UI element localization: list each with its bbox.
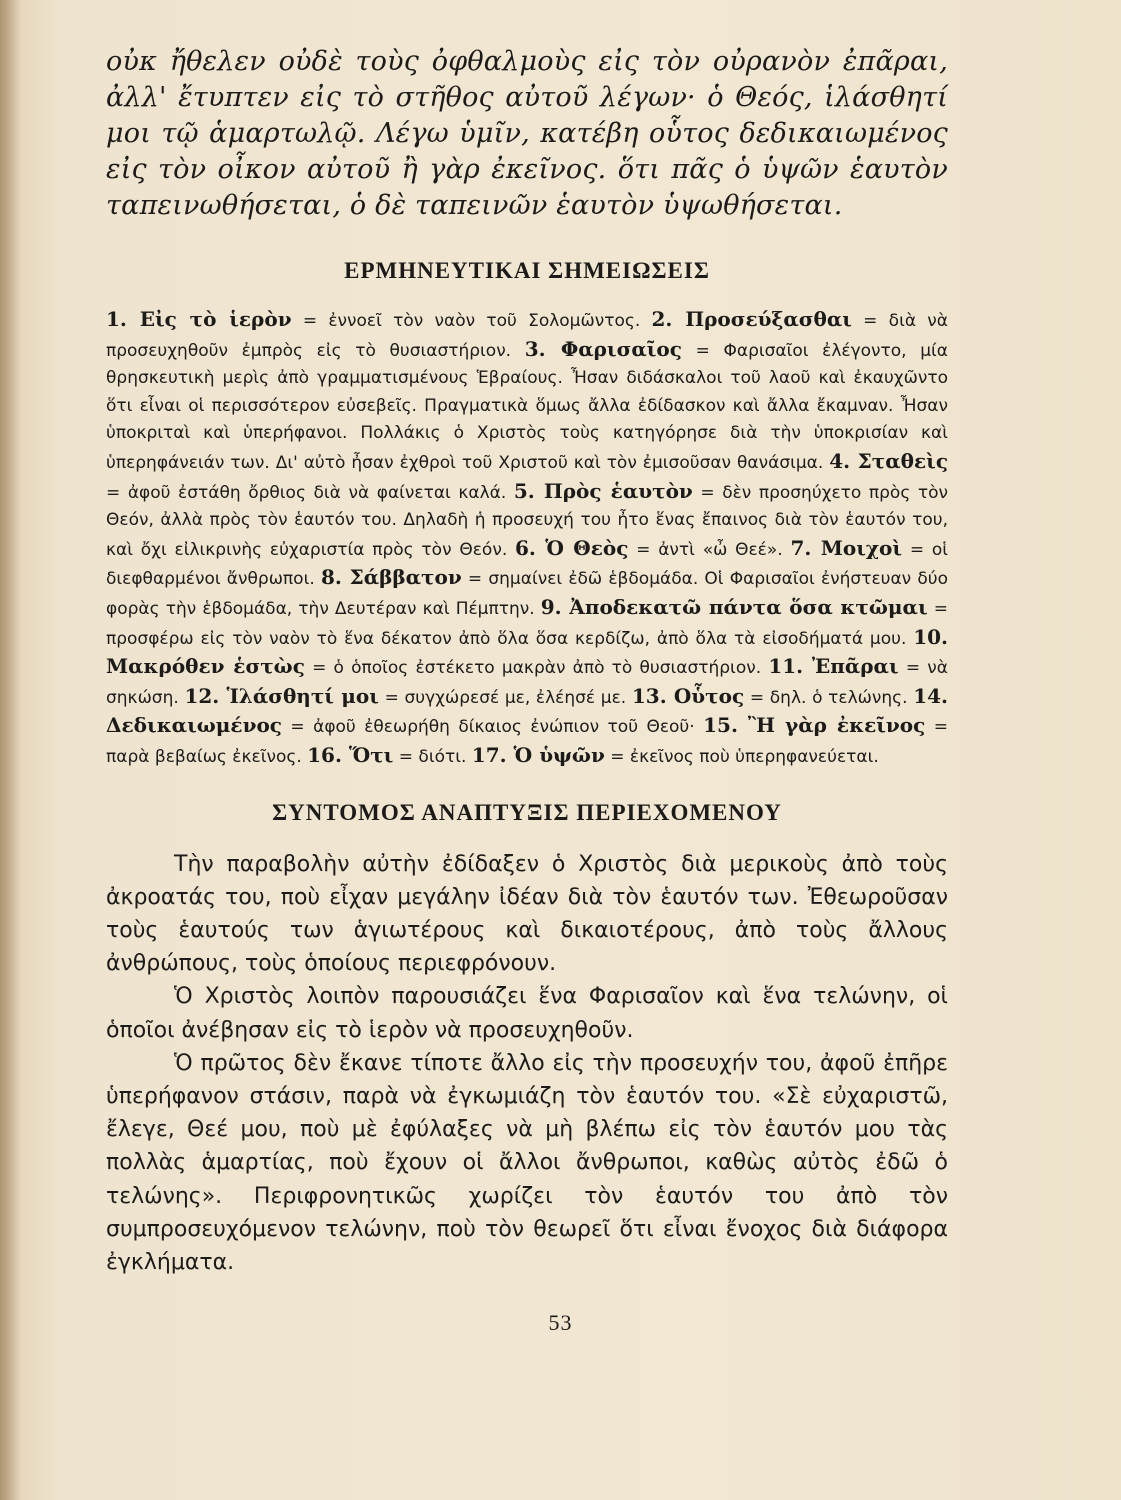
note-definition: = ἀφοῦ ἐστάθη ὄρθιος διὰ νὰ φαίνεται καλά. (106, 482, 514, 503)
summary-paragraph: Ὁ πρῶτος δὲν ἔκανε τίποτε ἄλλο εἰς τὴν προσευχήν του, ἀφοῦ ἐπῆρε ὑπερήφανον στάσιν, παρὰ νὰ ἐγκωμιάζη τὸν ἑαυτόν του. «Σὲ εὐχαριστῶ, ἔλεγε, Θεέ μου, ποὺ μὲ ἐφύλαξες νὰ μὴ βλέπω εἰς τὸν ἑαυτόν μου τὰς πολλὰς ἁμαρτίας, ποὺ ἔχουν οἱ ἄλλοι ἄνθρωποι, καθὼς αὐτὸς ἐδῶ ὁ τελώνης». Περιφρονητικῶς χωρίζει τὸν ἑαυτόν του ἀπὸ τὸν συμπροσευχόμενον τελώνην, ποὺ τὸν θεωρεῖ ὅτι εἶναι ἔνοχος διὰ διάφορα ἐγκλήματα. (106, 1050, 948, 1275)
note-definition: = δηλ. ὁ τελώνης. (744, 687, 914, 708)
note-definition: = οἱ διεφθαρμένοι ἄνθρωποι. (106, 539, 949, 590)
note-term: 4. Σταθεὶς (829, 448, 948, 473)
note-term: 6. Ὁ Θεὸς (515, 535, 629, 560)
note-term: 5. Πρὸς ἑαυτὸν (513, 478, 693, 503)
note-definition: = διὰ νὰ προσευχηθοῦν ἐμπρὸς εἰς τὸ θυσιαστήριον. (106, 311, 948, 361)
note-definition: = νὰ σηκώση. (106, 658, 948, 708)
page-number: 53 (548, 1310, 573, 1335)
note-term: 12. Ἱλάσθητί μοι (184, 683, 379, 708)
summary-paragraph: Ὁ Χριστὸς λοιπὸν παρουσιάζει ἕνα Φαρισαῖον καὶ ἕνα τελώνην, οἱ ὁποῖοι ἀνέβησαν εἰς τὸ ἱερὸν νὰ προσευχηθοῦν. (106, 984, 948, 1043)
note-definition: = ἀντὶ «ὦ Θεέ». (628, 539, 791, 560)
note-definition: = δὲν προσηύχετο πρὸς τὸν Θεόν, ἀλλὰ πρὸς τὸν ἑαυτόν του. Δηλαδὴ ἡ προσευχή του ἦτο ἕνας ἔπαινος διὰ τὸν ἑαυτόν του, καὶ ὄχι εἰλικρινὴς εὐχαριστία πρὸς τὸν Θεόν. (106, 482, 949, 560)
note-term: 7. Μοιχοὶ (790, 535, 903, 560)
note-term: 2. Προσεύξασθαι (651, 307, 852, 331)
notes-heading: ΕΡΜΗΝΕΥΤΙΚΑΙ ΣΗΜΕΙΩΣΕΙΣ (344, 258, 710, 283)
note-definition: = σημαίνει ἐδῶ ἑβδομάδα. Οἱ Φαρισαῖοι ἐνήστευαν δύο φορὰς τὴν ἑβδομάδα, τὴν Δευτέραν καὶ Πέμπτην. (106, 569, 949, 619)
note-definition: = ἀφοῦ ἐθεωρήθη δίκαιος ἐνώπιον τοῦ Θεοῦ· (282, 717, 704, 738)
intro-passage: οὐκ ἤθελεν οὐδὲ τοὺς ὀφθαλμοὺς εἰς τὸν οὐρανὸν ἐπᾶραι, ἀλλ' ἔτυπτεν εἰς τὸ στῆθος αὐτοῦ λέγων· ὁ Θεός, ἱλάσθητί μοι τῷ ἁμαρτωλῷ. Λέγω ὑμῖν, κατέβη οὗτος δεδικαιωμένος εἰς τὸν οἶκον αὐτοῦ ἢ γὰρ ἐκεῖνος. ὅτι πᾶς ὁ ὑψῶν ἑαυτὸν ταπεινωθήσεται, ὁ δὲ ταπεινῶν ἑαυτὸν ὑψωθήσεται. (106, 46, 948, 221)
note-term: 11. Ἐπᾶραι (768, 654, 899, 679)
note-term: 16. Ὅτι (307, 742, 394, 767)
note-term: 1. Εἰς τὸ ἱερὸν (106, 307, 292, 331)
note-term: 8. Σάββατον (320, 565, 462, 590)
notes-paragraph (106, 306, 948, 772)
note-term: 14. Δεδικαιωμένος (106, 683, 948, 738)
gutter-shadow (0, 0, 22, 1500)
note-term: 10. Μακρόθεν ἑστὼς (106, 624, 948, 679)
note-definition: = προσφέρω εἰς τὸν ναὸν τὸ ἕνα δέκατον ἀπὸ ὅλα ὅσα κερδίζω, ἀπὸ ὅλα τὰ εἰσοδήματά μου. (106, 598, 948, 649)
note-term: 9. Ἀποδεκατῶ πάντα ὅσα κτῶμαι (540, 594, 928, 619)
note-definition: = ἐννοεῖ τὸν ναὸν τοῦ Σολομῶντος. (291, 311, 652, 331)
note-term: 17. Ὁ ὑψῶν (471, 742, 605, 767)
note-definition: = παρὰ βεβαίως ἐκεῖνος. (106, 717, 948, 767)
note-definition: = ὁ ὁποῖος ἐστέκετο μακρὰν ἀπὸ τὸ θυσιαστήριον. (304, 658, 769, 679)
summary-heading: ΣΥΝΤΟΜΟΣ ΑΝΑΠΤΥΞΙΣ ΠΕΡΙΕΧΟΜΕΝΟΥ (272, 799, 782, 825)
note-definition: = Φαρισαῖοι ἐλέγοντο, μία θρησκευτικὴ μερὶς ἀπὸ γραμματισμένους Ἑβραίους. Ἦσαν διδάσκαλοι τοῦ λαοῦ καὶ ἐκαυχῶντο ὅτι εἶναι οἱ περισσότερον εὐσεβεῖς. Πραγματικὰ ὅμως ἄλλα ἐδίδασκον καὶ ἄλλα ἔκαμναν. Ἦσαν ὑποκριταὶ καὶ ὑπερήφανοι. Πολλάκις ὁ Χριστὸς τοὺς κατηγόρησε διὰ τὴν ὑποκρισίαν καὶ ὑπερηφάνειάν των. Δι' αὐτὸ ἦσαν ἐχθροὶ τοῦ Χριστοῦ καὶ τὸν ἐμισοῦσαν θανάσιμα. (106, 340, 948, 473)
note-definition: = ἐκεῖνος ποὺ ὑπερηφανεύεται. (604, 746, 879, 767)
note-term: 15. Ἢ γὰρ ἐκεῖνος (703, 713, 926, 738)
note-term: 3. Φαρισαῖος (524, 336, 682, 361)
note-definition: = διότι. (393, 746, 472, 767)
page-content (106, 44, 948, 1279)
note-definition: = συγχώρεσέ με, ἐλέησέ με. (378, 687, 632, 708)
summary-paragraph: Τὴν παραβολὴν αὐτὴν ἐδίδαξεν ὁ Χριστὸς διὰ μερικοὺς ἀπὸ τοὺς ἀκροατάς του, ποὺ εἶχαν μεγάλην ἰδέαν διὰ τὸν ἑαυτόν των. Ἐθεωροῦσαν τοὺς ἑαυτούς των ἁγιωτέρους καὶ δικαιοτέρους, ἀπὸ τοὺς ἄλλους ἀνθρώπους, τοὺς ὁποίους περιεφρόνουν. (106, 851, 948, 977)
note-term: 13. Οὗτος (631, 683, 745, 708)
